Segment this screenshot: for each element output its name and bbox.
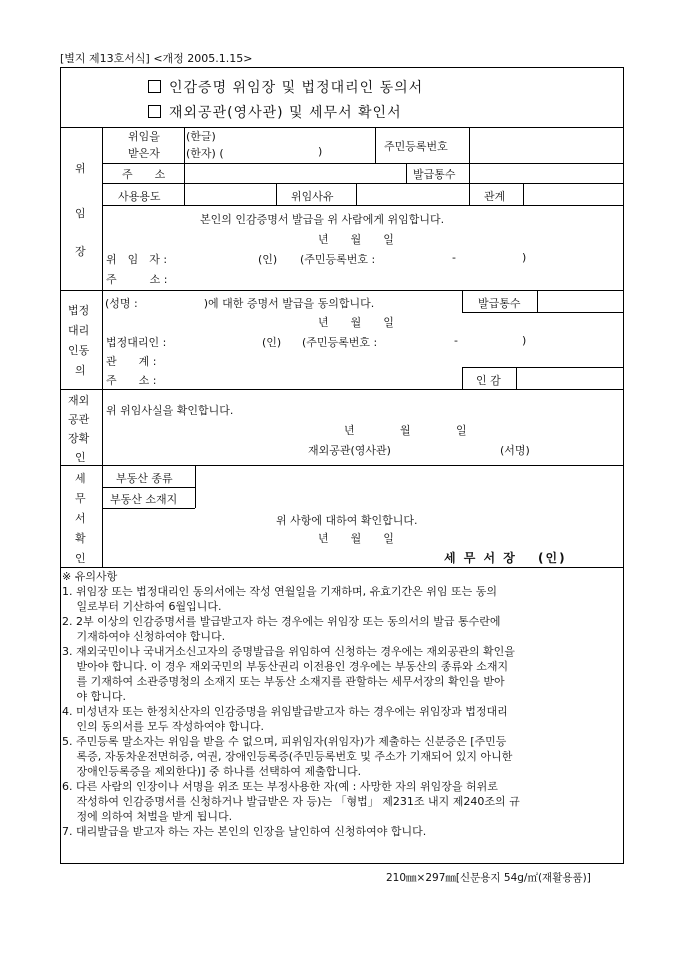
tax-statement: 위 사항에 대하여 확인합니다.: [276, 514, 418, 527]
notes-list: [62, 584, 520, 839]
seal-label: 인 감: [476, 374, 501, 387]
form-number: [별지 제13호서식] <개정 2005.1.15>: [60, 52, 253, 65]
note-line: 를 기재하여 소관증명청의 소재지 또는 부동산 소재지를 관할하는 세무서장의 확인을 받아: [62, 675, 505, 688]
jumin-label: 주민등록번호: [384, 140, 448, 153]
note-line: 일로부터 기산하여 6월입니다.: [62, 600, 222, 613]
note-line: 받아야 합니다. 이 경우 재외국민의 부동산권리 이전용인 경우에는 부동산의 종류와 소재지: [62, 660, 509, 673]
note-line: 3. 재외국민이나 국내거소신고자의 증명발급을 위임하여 신청하는 경우에는 재외공관의 확인을: [62, 645, 515, 658]
relation-line: 관 계 :: [106, 355, 157, 368]
recipient-label: 받은자: [128, 147, 160, 160]
side-label: 인: [75, 552, 86, 565]
address-line: 주 소 :: [106, 374, 157, 387]
relation-label: 관계: [484, 190, 506, 203]
reason-label: 위임사유: [291, 190, 334, 203]
date-month: 월: [400, 424, 411, 437]
notes-title: ※ 유의사항: [62, 570, 118, 583]
side-label: 위: [75, 162, 86, 175]
title-1: 인감증명 위임장 및 법정대리인 동의서: [169, 80, 424, 96]
delegation-statement: 본인의 인감증명서 발급을 위 사람에게 위임합니다.: [200, 213, 445, 226]
note-line: 7. 대리발급을 받고자 하는 자는 본인의 인장을 날인하여 신청하여야 합니다.: [62, 825, 427, 838]
side-label: 세: [75, 472, 86, 485]
note-line: 6. 다른 사람의 인장이나 서명을 위조 또는 부정사용한 자(예 : 사망한 자의 위임장을 허위로: [62, 780, 498, 793]
jumin-paren: (주민등록번호 :: [302, 336, 378, 349]
sign-mark: (서명): [500, 444, 530, 457]
paper-spec: 210㎜×297㎜[신문용지 54g/㎡(재활용품)]: [386, 872, 591, 884]
note-line: 2. 2부 이상의 인감증명서를 발급받고자 하는 경우에는 위임장 또는 동의서의 발급 통수란에: [62, 615, 501, 628]
copies-label: 발급통수: [478, 297, 521, 310]
side-label: 서: [75, 512, 86, 525]
embassy-office: 재외공관(영사관): [308, 444, 391, 457]
side-label: 임: [75, 207, 86, 220]
side-label: 장: [75, 245, 86, 258]
name-hangul-field[interactable]: (한글): [186, 130, 216, 143]
note-line: 정에 의하여 처벌을 받게 됩니다.: [62, 810, 233, 823]
side-label: 재외: [68, 394, 90, 407]
note-line: 장애인등록증을 제외한다)] 중 하나를 선택하여 제출합니다.: [62, 765, 362, 778]
checkbox[interactable]: [148, 80, 161, 93]
side-label: 인동: [68, 344, 90, 357]
paren: ): [522, 334, 527, 347]
side-label: 무: [75, 492, 86, 505]
recipient-label: 위임을: [128, 130, 160, 143]
note-line: 야 합니다.: [62, 690, 126, 703]
note-line: 5. 주민등록 말소자는 위임을 받을 수 없으며, 피위임자(위임자)가 제출하는 신분증은 [주민등: [62, 735, 507, 748]
copies-label: 발급통수: [413, 168, 456, 181]
property-kind-label: 부동산 종류: [116, 472, 173, 485]
title-2: 재외공관(영사관) 및 세무서 확인서: [169, 105, 402, 121]
side-label: 장확: [68, 432, 90, 445]
date-line: 년 월 일: [318, 233, 394, 246]
embassy-statement: 위 위임사실을 확인합니다.: [106, 404, 234, 417]
paren: ): [318, 145, 323, 158]
date-year: 년: [344, 424, 355, 437]
legal-rep-label: 법정대리인 :: [106, 336, 167, 349]
use-label: 사용용도: [118, 190, 161, 203]
seal-mark: (인): [258, 253, 278, 266]
note-line: 1. 위임장 또는 법정대리인 동의서에는 작성 연월일을 기재하며, 유효기간은 위임 또는 동의: [62, 585, 497, 598]
tax-chief: 세 무 서 장: [444, 551, 517, 565]
address-line: 주 소 :: [106, 273, 168, 286]
consent-statement: (성명 : )에 대한 증명서 발급을 동의합니다.: [105, 297, 375, 310]
jumin-paren: (주민등록번호 :: [300, 253, 376, 266]
seal-mark: (인): [262, 336, 282, 349]
date-day: 일: [456, 424, 467, 437]
property-location-label: 부동산 소재지: [110, 493, 178, 506]
side-label: 의: [75, 364, 86, 377]
note-line: 록증, 자동차운전면허증, 여권, 장애인등록증(주민등록번호 및 주소가 기재되어 있지 아니한: [62, 750, 513, 763]
seal-mark: (인): [538, 551, 567, 565]
note-line: 4. 미성년자 또는 한정치산자의 인감증명을 위임발급받고자 하는 경우에는 위임장과 법정대리: [62, 705, 508, 718]
dash: -: [454, 334, 458, 347]
checkbox[interactable]: [148, 105, 161, 118]
title-consent-checkbox-row[interactable]: [148, 77, 423, 97]
date-line: 년 월 일: [318, 316, 394, 329]
note-line: 기재하여야 신청하여야 합니다.: [62, 630, 226, 643]
delegator-label: 위 임 자 :: [106, 253, 168, 266]
side-label: 인: [75, 451, 86, 464]
dash: -: [452, 251, 456, 264]
note-line: 인의 동의서를 모두 작성하여야 합니다.: [62, 720, 264, 733]
address-label: 주 소: [122, 168, 166, 181]
title-confirm-checkbox-row[interactable]: [148, 102, 402, 122]
note-line: 작성하여 인감증명서를 신청하거나 발급받은 자 등)는 「형법」 제231조 내지 제240조의 규: [62, 795, 520, 808]
side-label: 법정: [68, 304, 90, 317]
name-hanja-field[interactable]: (한자) (: [186, 147, 224, 160]
side-label: 대리: [68, 324, 90, 337]
side-label: 확: [75, 532, 86, 545]
paren: ): [522, 251, 527, 264]
date-line: 년 월 일: [318, 532, 394, 545]
side-label: 공관: [68, 413, 90, 426]
